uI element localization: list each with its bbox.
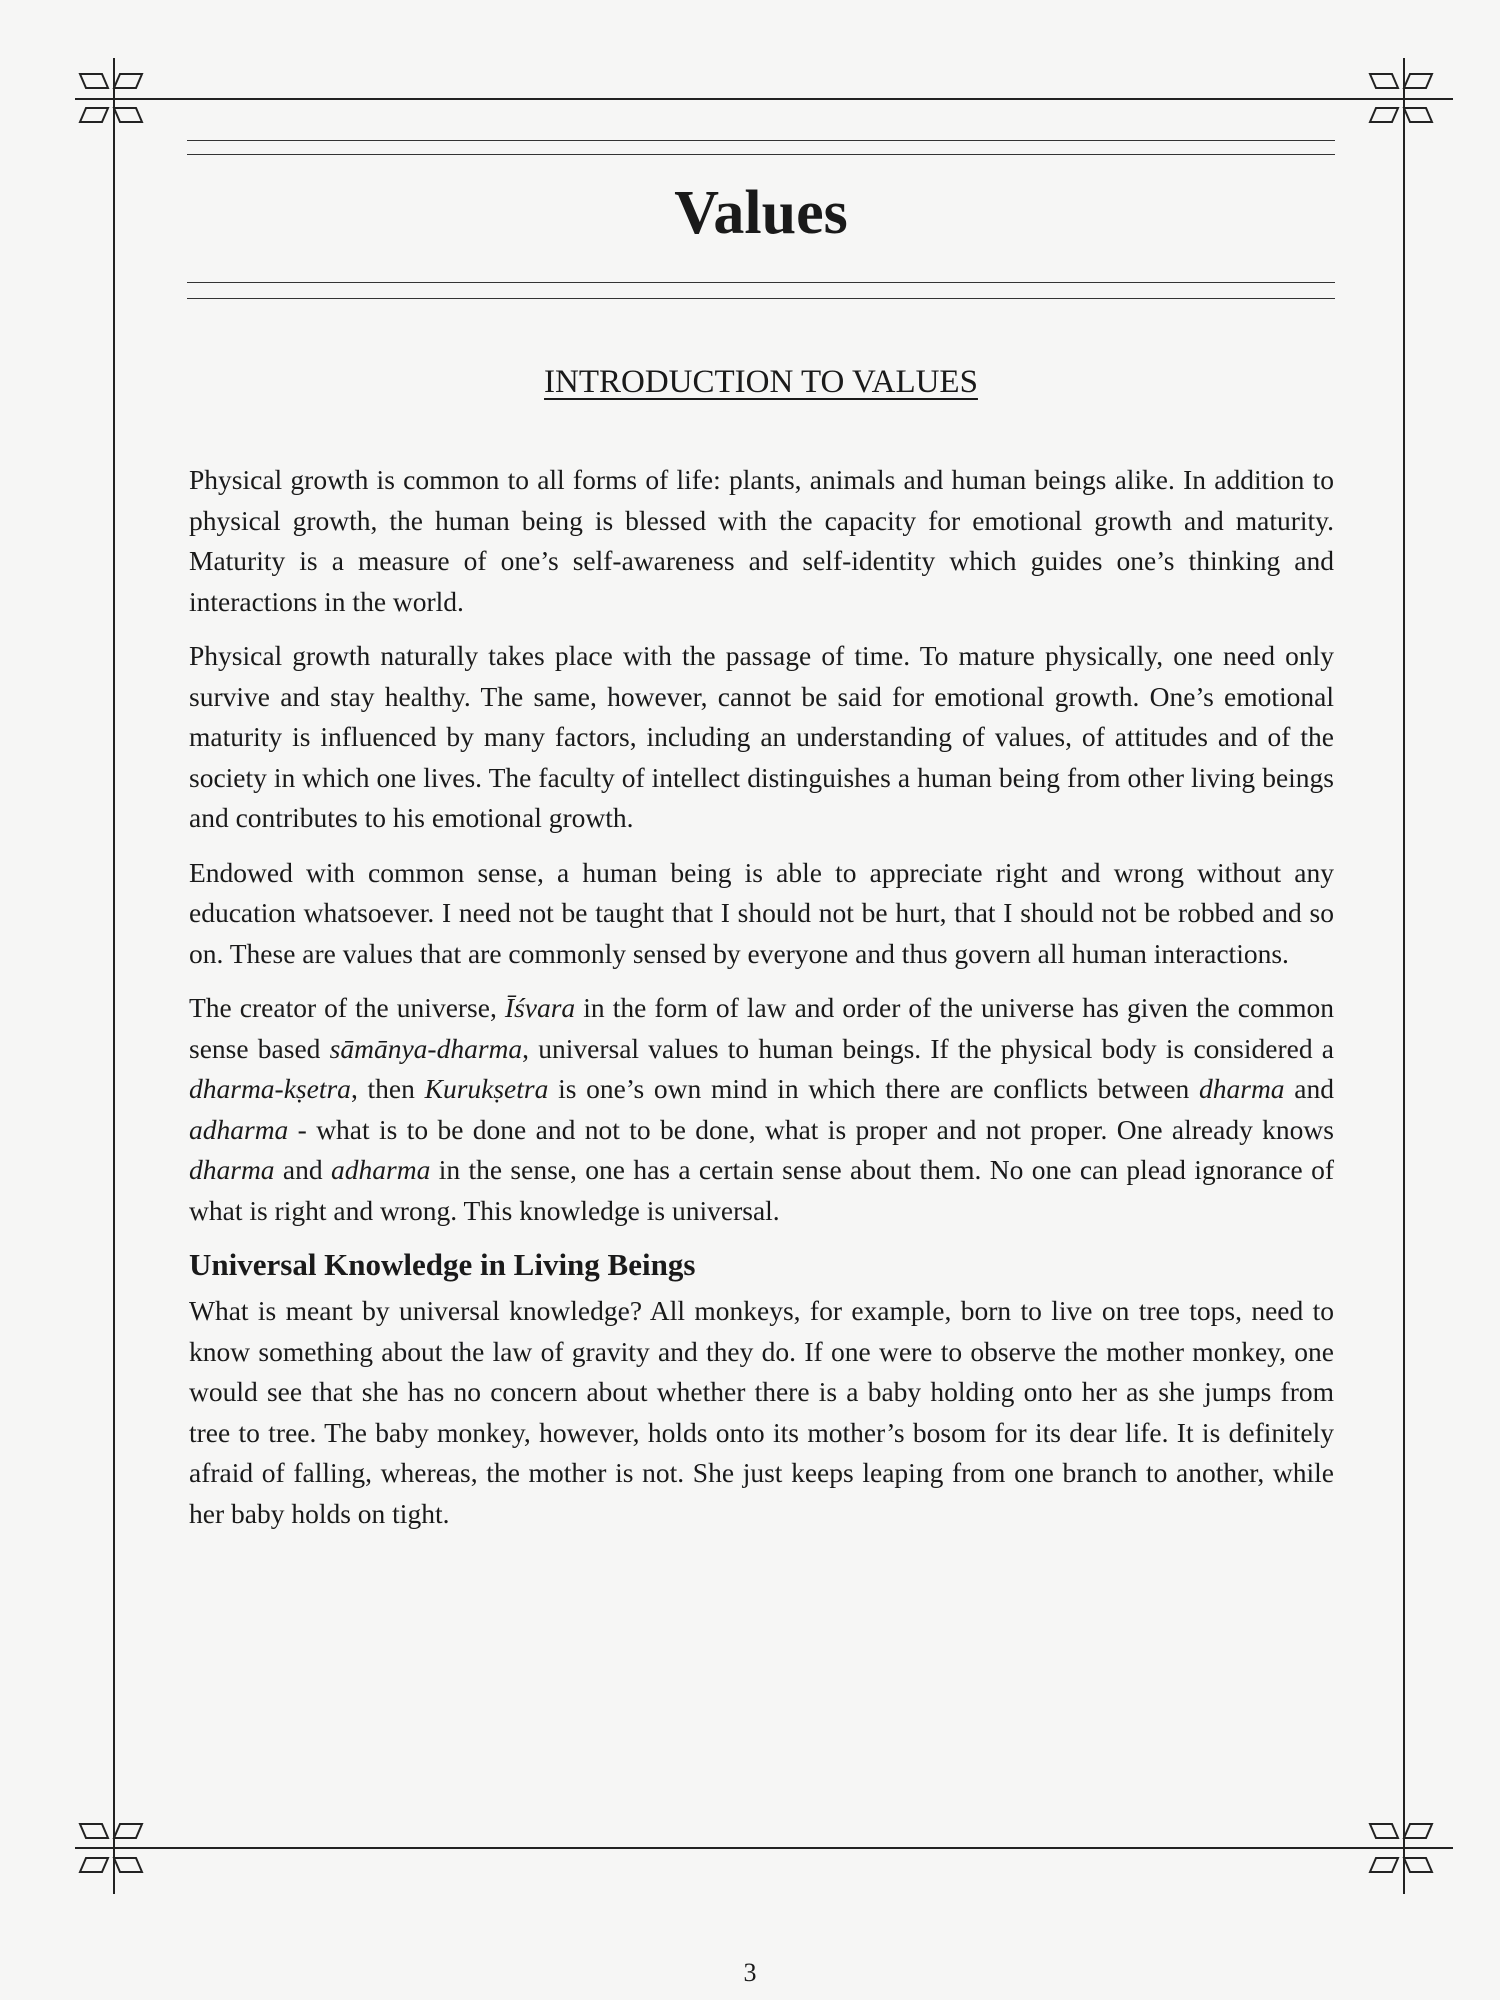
sanskrit-term: dharma-kṣetra bbox=[189, 1073, 351, 1104]
paragraph: The creator of the universe, Īśvara in the form of law and order of the universe has given the common sense based sāmānya-dharma, universal values to human beings. If the physical body is considered a dharma-kṣetra, then Kurukṣetra is one’s own mind in which there are conflicts between dharma and adharma - what is to be done and not to be done, what is proper and not proper. One already knows dharma and adharma in the sense, one has a certain sense about them. No one can plead ignorance of what is right and wrong. This knowledge is universal. bbox=[189, 992, 1335, 1226]
paragraph: Endowed with common sense, a human being is able to appreciate right and wrong without any education whatsoever. I need not be taught that I should not be hurt, that I should not be robbed and so on. These are values that are commonly sensed by everyone and thus govern all human interactions. bbox=[189, 856, 1334, 969]
frame-bottom-border bbox=[75, 1847, 1453, 1849]
sanskrit-term: dharma bbox=[1199, 1073, 1285, 1104]
corner-ornament-icon bbox=[1364, 58, 1444, 138]
title-rule-bottom-2 bbox=[187, 298, 1335, 299]
page-title: Values bbox=[674, 179, 848, 247]
corner-ornament-icon bbox=[1364, 1808, 1444, 1888]
body-text bbox=[189, 460, 1334, 1548]
frame-right-border bbox=[1403, 58, 1405, 1894]
sanskrit-term: adharma bbox=[189, 1113, 289, 1145]
paragraph: What is meant by universal knowledge? All monkeys, for example, born to live on tree tops, need to know something about the law of gravity and they do. If one were to observe the mother monkey, one would see that she has no concern about whether there is a baby holding onto her as she jumps from tree to tree. The baby monkey, however, holds onto its mother’s bosom for its dear life. It is definitely afraid of falling, whereas, the mother is not. She just keeps leaping from one branch to another, while her baby holds on tight. bbox=[189, 1295, 1334, 1529]
sanskrit-term: Kurukṣetra bbox=[424, 1073, 549, 1104]
corner-ornament-icon bbox=[74, 1808, 154, 1888]
sanskrit-term: dharma bbox=[189, 1154, 275, 1185]
frame-top-border bbox=[75, 98, 1453, 100]
paragraph: Physical growth is common to all forms of life: plants, animals and human beings alike. In addition to physical growth, the human being is blessed with the capacity for emotional growth and maturity. Maturity is a measure of one’s self-awareness and self-identity which guides one’s thinking and interactions in the world. bbox=[189, 464, 1334, 617]
sanskrit-term: sāmānya-dharma bbox=[329, 1032, 523, 1064]
sanskrit-term: Īśvara bbox=[504, 992, 576, 1023]
frame-left-border bbox=[113, 58, 115, 1894]
subheading: Universal Knowledge in Living Beings bbox=[189, 1247, 696, 1282]
paragraph: Physical growth naturally takes place with the passage of time. To mature physically, one need only survive and stay healthy. The same, however, cannot be said for emotional growth. One’s emotional maturity is influenced by many factors, including an understanding of values, of attitudes and of the society in which one lives. The faculty of intellect distinguishes a human being from other living beings and contributes to his emotional growth. bbox=[189, 640, 1334, 833]
corner-ornament-icon bbox=[74, 58, 154, 138]
title-rule-top-1 bbox=[187, 140, 1335, 141]
section-heading: INTRODUCTION TO VALUES bbox=[544, 364, 978, 400]
sanskrit-term: adharma bbox=[331, 1154, 431, 1185]
title-rule-top-2 bbox=[187, 154, 1335, 155]
title-rule-bottom-1 bbox=[187, 282, 1335, 283]
page-number: 3 bbox=[743, 1958, 757, 1987]
